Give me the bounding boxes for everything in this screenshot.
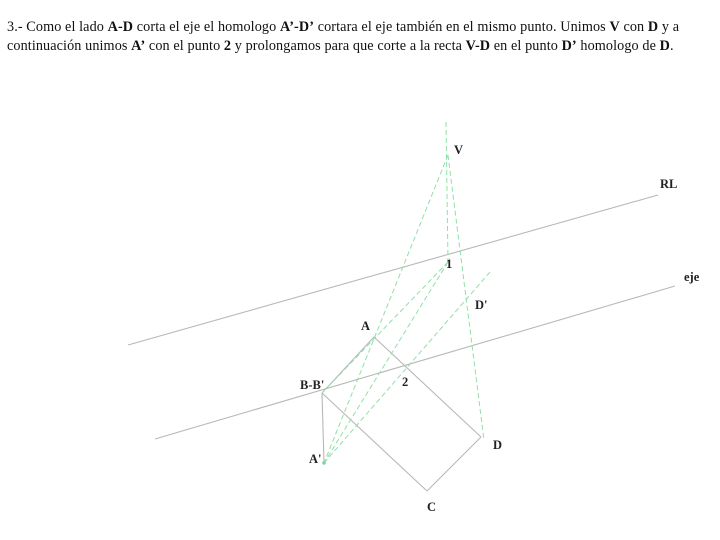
- line-1-aprime: [324, 262, 448, 463]
- caption-bold-term: A’-D’: [279, 19, 315, 35]
- caption-text: y a continuación unimos: [7, 19, 680, 54]
- label-rl: RL: [660, 177, 678, 191]
- label-a: A: [361, 319, 371, 333]
- label-eje: eje: [684, 270, 700, 284]
- caption-bold-term: V-D: [465, 38, 491, 54]
- side-b-c: [322, 393, 427, 491]
- caption-bold-term: V: [609, 19, 620, 35]
- caption-text: 3.- Como el lado: [7, 19, 108, 35]
- caption-text: homologo de: [576, 38, 660, 54]
- caption-text: .: [669, 38, 674, 54]
- caption-text: y prolongamos para que corte a la recta: [231, 38, 466, 54]
- label-d-prime: D': [475, 298, 488, 312]
- caption-bold-term: D’: [561, 38, 577, 54]
- label-b-bprime: B-B': [300, 378, 325, 392]
- side-b-aprime: [322, 393, 324, 463]
- caption-bold-term: 2: [223, 38, 232, 54]
- line-1-bprime: [322, 262, 448, 393]
- rl-line: [128, 195, 658, 345]
- line-v-vertical: [446, 122, 448, 262]
- caption-text: corta el eje el homologo: [133, 19, 280, 35]
- label-2: 2: [402, 375, 409, 389]
- label-d: D: [493, 438, 503, 452]
- label-v: V: [454, 143, 464, 157]
- caption-text: con: [619, 19, 648, 35]
- label-1: 1: [446, 257, 453, 271]
- eje-line: [155, 286, 675, 439]
- side-c-d: [427, 437, 481, 491]
- caption-bold-term: D: [647, 19, 659, 35]
- label-a-prime: A': [309, 452, 322, 466]
- caption-bold-term: A’: [131, 38, 146, 54]
- caption-bold-term: D: [659, 38, 670, 54]
- caption-text: en el punto: [490, 38, 562, 54]
- caption-text: con el punto: [145, 38, 224, 54]
- label-c: C: [427, 500, 437, 514]
- point-a-prime: [322, 461, 326, 465]
- line-v-aprime: [324, 155, 448, 463]
- caption-text: cortara el eje también en el mismo punto. Unimos: [314, 19, 610, 35]
- caption-bold-term: A-D: [107, 19, 134, 35]
